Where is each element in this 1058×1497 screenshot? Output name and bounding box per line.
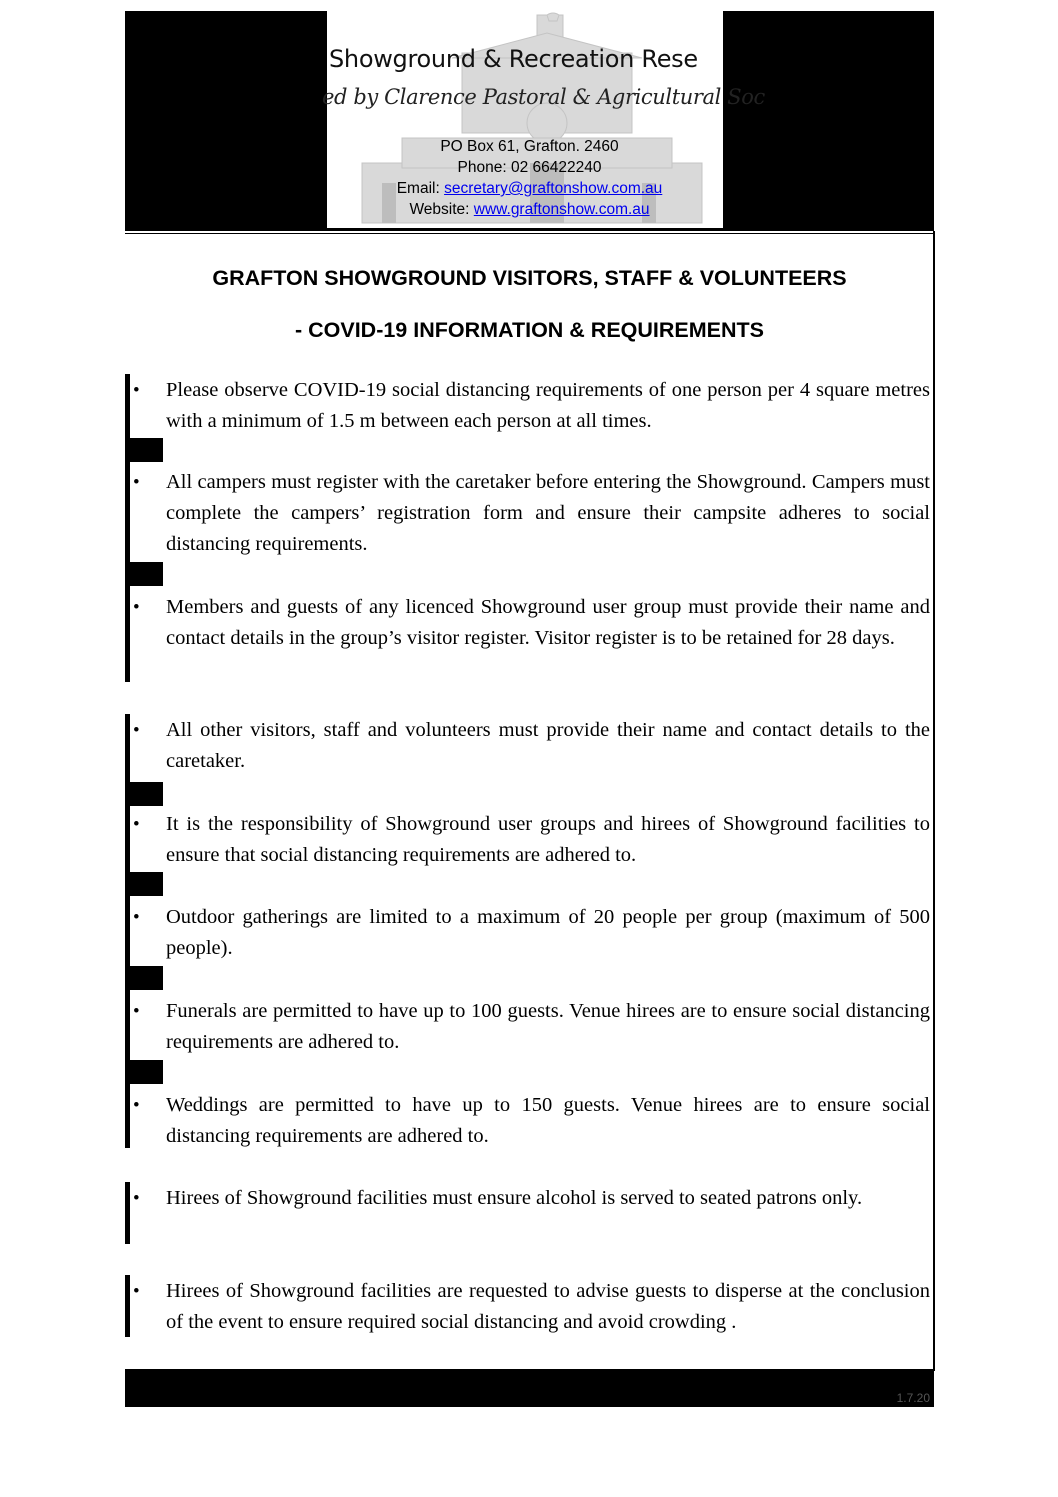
website-link[interactable]: www.graftonshow.com.au xyxy=(473,201,650,218)
email-label: Email: xyxy=(396,180,445,197)
document-title-line-2: - COVID-19 INFORMATION & REQUIREMENTS xyxy=(294,318,765,342)
document-title-line-1: GRAFTON SHOWGROUND VISITORS, STAFF & VOLUNTEERS xyxy=(212,266,847,290)
header-black-panel-left xyxy=(125,11,327,228)
website-line xyxy=(327,201,732,219)
change-block xyxy=(125,562,163,586)
letterhead-title: Showground & Recreation Rese xyxy=(329,45,698,73)
list-item-text: All other visitors, staff and volunteers must provide their name and contact details to the caretaker. xyxy=(166,719,930,772)
list-item-text: Members and guests of any licenced Showground user group must provide their name and contact details in the group’s visitor register. Visitor register is to be retained for 28 days. xyxy=(166,596,930,649)
letterhead-subtitle: ed by Clarence Pastoral & Agricultural Soc xyxy=(322,85,765,109)
bullet-icon: • xyxy=(133,720,140,741)
bullet-icon: • xyxy=(133,1001,140,1022)
change-block xyxy=(125,872,163,896)
bullet-icon: • xyxy=(133,1281,140,1302)
change-bar xyxy=(125,1275,130,1337)
letterhead xyxy=(322,11,765,228)
right-margin-rule xyxy=(933,231,935,1371)
change-bar xyxy=(125,374,130,682)
list-item-text: Please observe COVID-19 social distancing requirements of one person per 4 square metres with a minimum of 1.5 m between each person at all times. xyxy=(166,379,930,432)
bullet-icon: • xyxy=(133,380,140,401)
website-label: Website: xyxy=(409,201,474,218)
header-divider-thin xyxy=(125,233,934,234)
bullet-icon: • xyxy=(133,907,140,928)
header-black-panel-right xyxy=(723,11,934,228)
list-item-text: Weddings are permitted to have up to 150 guests. Venue hirees are to ensure social distancing requirements are adhered to. xyxy=(166,1094,930,1147)
list-item-text: Funerals are permitted to have up to 100 guests. Venue hirees are to ensure social distancing requirements are adhered to. xyxy=(166,1000,930,1053)
list-item-text: Hirees of Showground facilities are requested to advise guests to disperse at the conclusion of the event to ensure required social distancing and avoid crowding . xyxy=(166,1280,930,1333)
version-code: 1.7.20 xyxy=(896,1391,930,1405)
change-bar xyxy=(125,1182,130,1244)
change-block xyxy=(125,438,163,462)
bullet-icon: • xyxy=(133,1095,140,1116)
email-line xyxy=(327,180,732,198)
email-link[interactable]: secretary@graftonshow.com.au xyxy=(444,180,663,197)
list-item-text: Outdoor gatherings are limited to a maximum of 20 people per group (maximum of 500 people). xyxy=(166,906,930,959)
bullet-icon: • xyxy=(133,814,140,835)
footer-bar xyxy=(125,1369,934,1407)
change-block xyxy=(125,1060,163,1084)
bullet-icon: • xyxy=(133,472,140,493)
change-block xyxy=(125,782,163,806)
change-block xyxy=(125,966,163,990)
list-item-text: It is the responsibility of Showground user groups and hirees of Showground facilities to ensure that social distancing requirements are adhered to. xyxy=(166,813,930,866)
bullet-icon: • xyxy=(133,597,140,618)
header-divider xyxy=(125,228,934,231)
list-item-text: All campers must register with the caretaker before entering the Showground. Campers must complete the campers’ registration form and ensure their campsite adheres to social distancing requirements. xyxy=(166,471,930,555)
bullet-icon: • xyxy=(133,1188,140,1209)
list-item-text: Hirees of Showground facilities must ensure alcohol is served to seated patrons only. xyxy=(166,1187,863,1209)
po-box-line: PO Box 61, Grafton. 2460 xyxy=(440,138,619,155)
phone-line: Phone: 02 66422240 xyxy=(457,159,602,176)
